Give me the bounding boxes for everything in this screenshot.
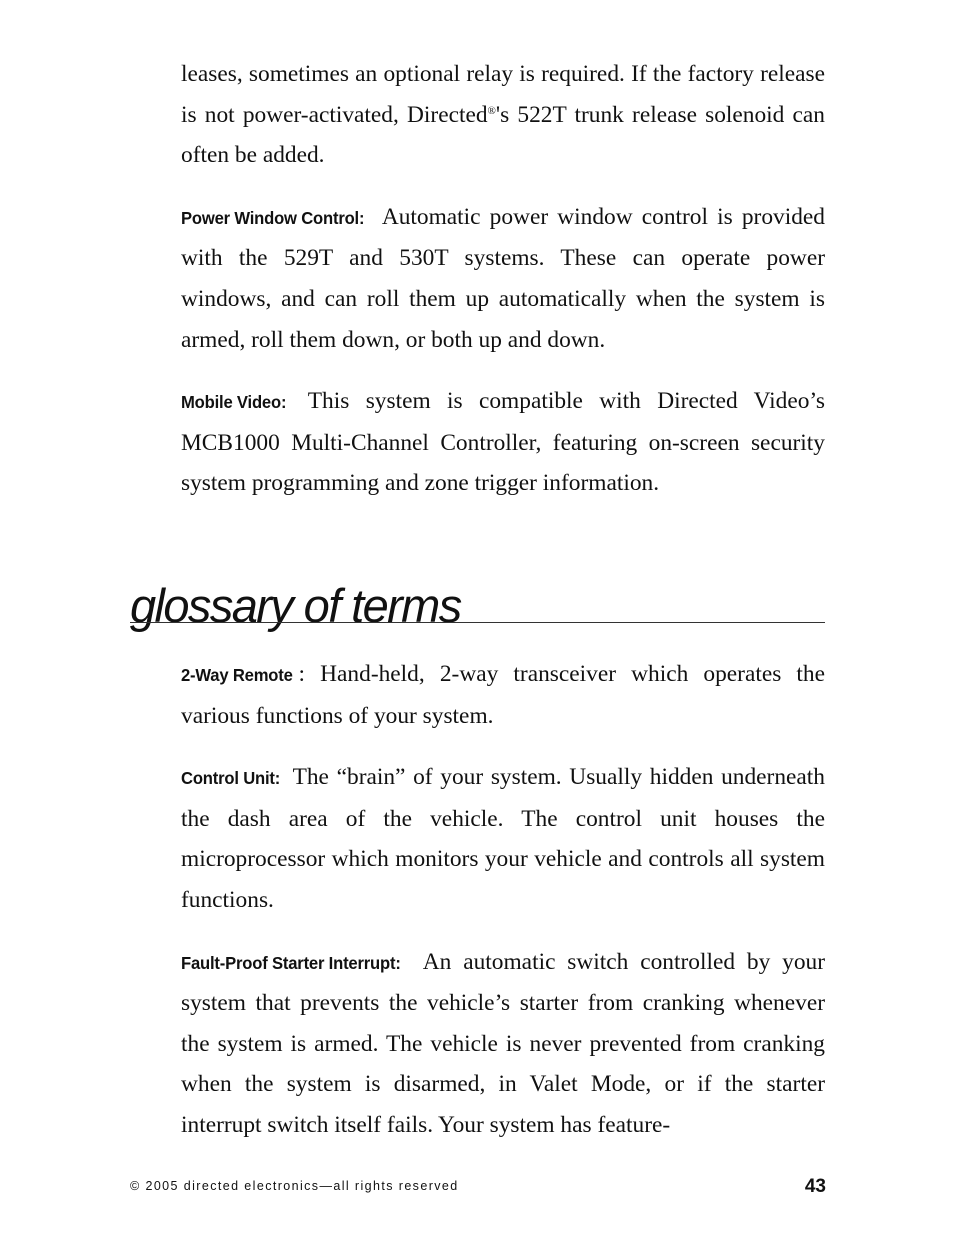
footer-copyright: © 2005 directed electronics—all rights reserved [130,1179,459,1193]
page-number: 43 [804,1176,826,1197]
registered-mark: ® [487,104,496,117]
term-label: Mobile Video: [181,392,287,413]
entry-text: : Hand-held, 2-way transceiver which operates the various functions of your system. [181,661,825,729]
section-heading: glossary of terms [130,579,461,632]
paragraph-text: 's 522T trunk release solenoid can often be added. [181,101,825,169]
term-label: Power Window Control: [181,207,365,228]
glossary-entry-2-way-remote [181,654,825,736]
entry-text: An automatic switch controlled by your system that prevents the vehicle’s starter from cranking whenever the system is armed. The vehicle is never prevented from cranking when the system is disarmed, in Valet Mode, or if the starter interrupt switch itself fails. Your system has feature- [181,948,825,1138]
term-label: Control Unit: [181,768,281,789]
term-label: 2-Way Remote [181,665,293,685]
paragraph-power-window-control [181,197,825,360]
paragraph-text: Automatic power window control is provided with the 529T and 530T systems. These can operate power windows, and can roll them up automatically when the system is armed, roll them down, or both up and down. [181,203,825,353]
entry-text: The “brain” of your system. Usually hidden underneath the dash area of the vehicle. The control unit houses the microprocessor which monitors your vehicle and controls all system functions. [181,764,825,913]
glossary-entry-fault-proof-starter-interrupt [181,942,825,1146]
paragraph-text: This system is compatible with Directed Video’s MCB1000 Multi-Channel Controller, featuring on-screen security system programming and zone trigger information. [181,388,825,497]
glossary-entry-control-unit [181,757,825,920]
paragraph-text: leases, sometimes an optional relay is required. If the factory release is not power-activated, Directed [181,61,825,128]
paragraph-trunk-release [181,54,825,176]
glossary-entries [181,654,825,1146]
paragraph-mobile-video [181,381,825,504]
top-section [181,54,825,504]
heading-rule [130,622,825,623]
term-label: Fault-Proof Starter Interrupt: [181,952,401,973]
